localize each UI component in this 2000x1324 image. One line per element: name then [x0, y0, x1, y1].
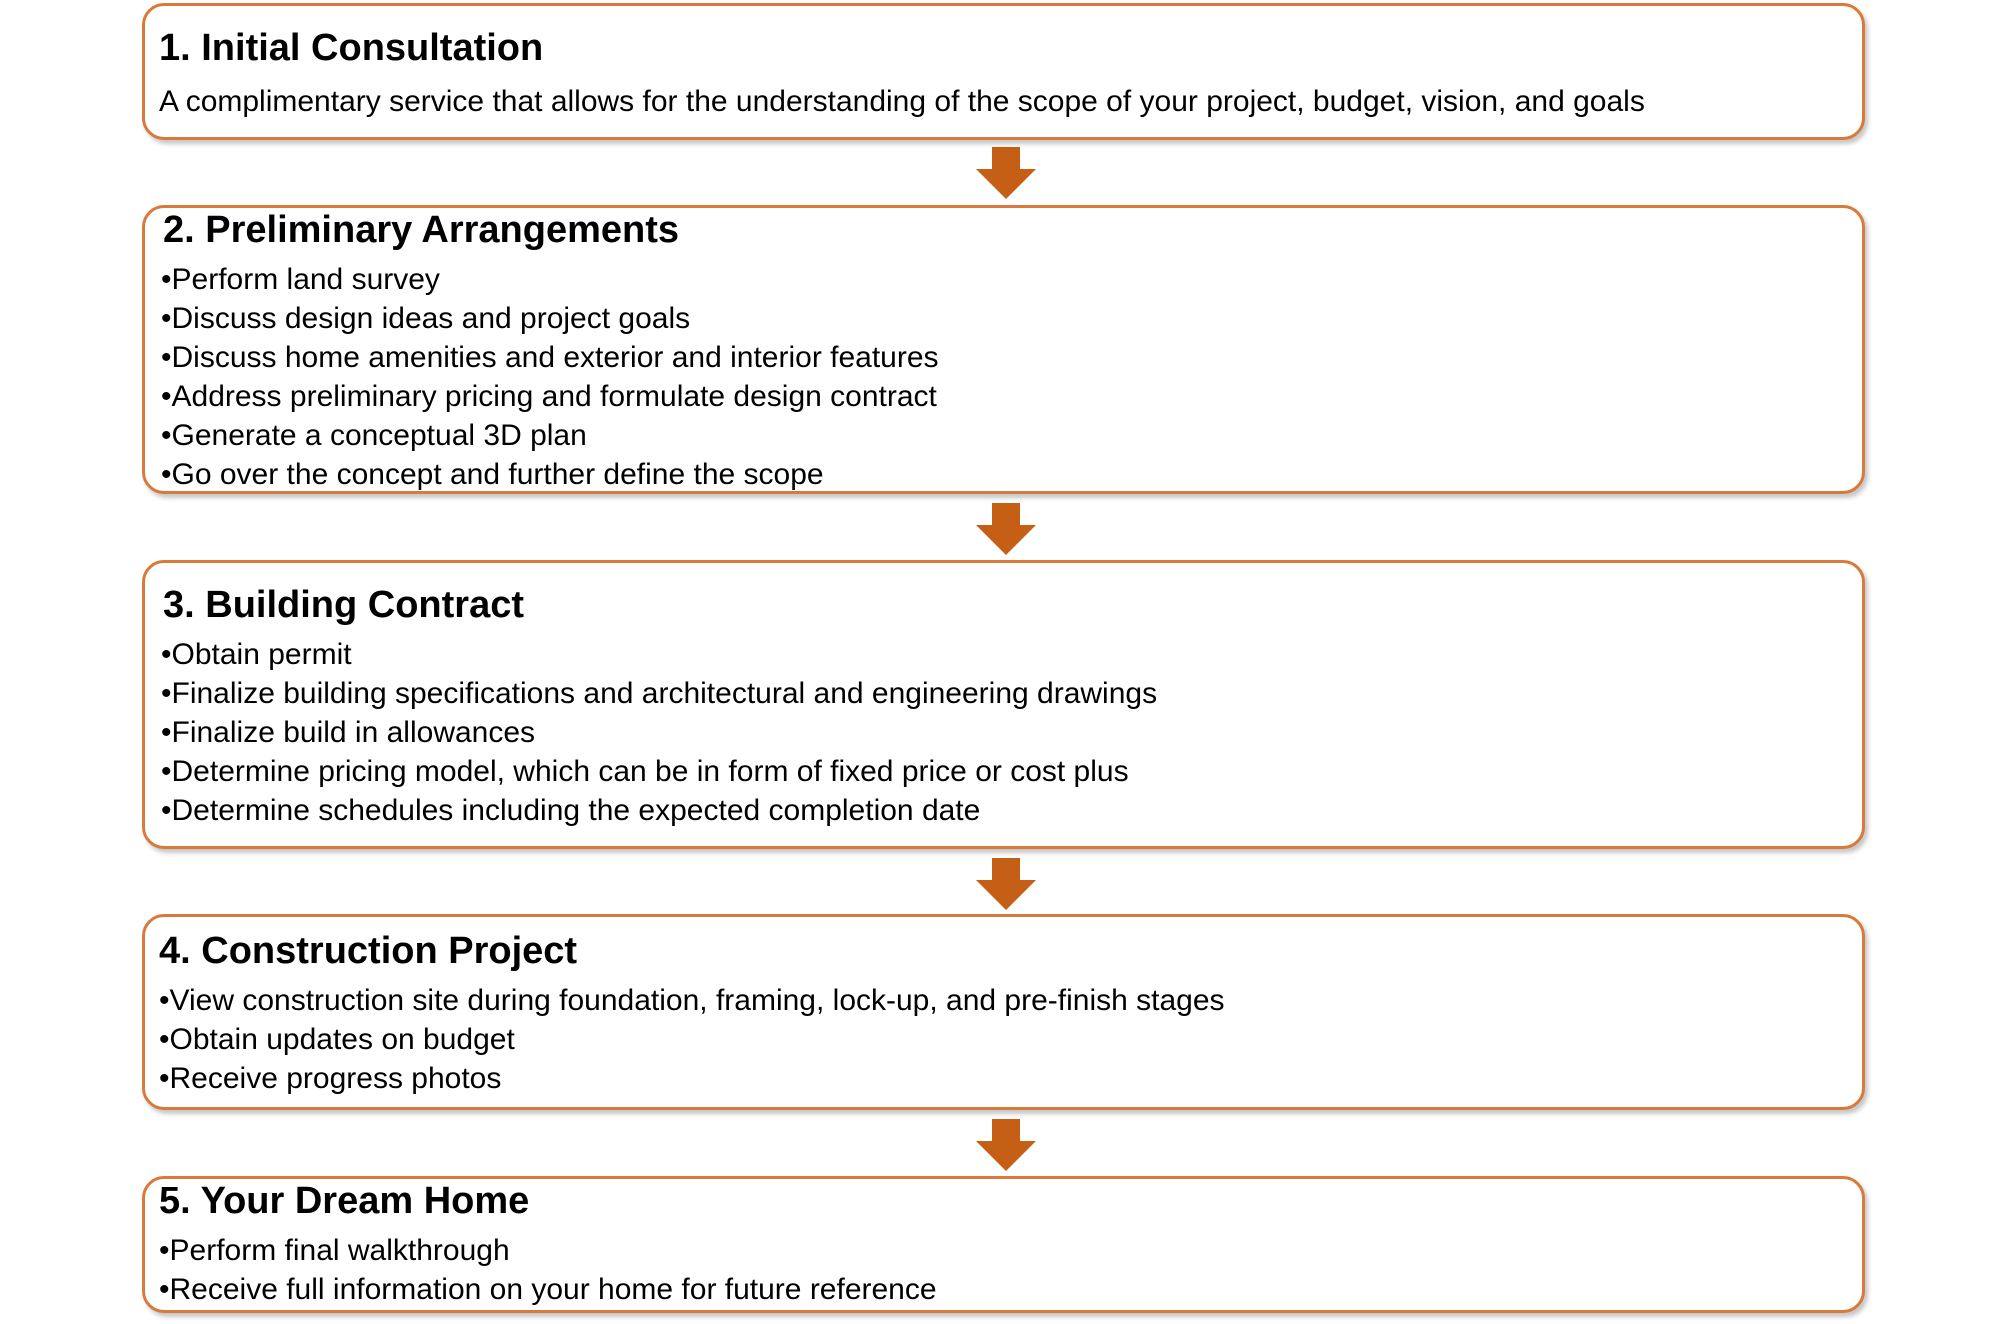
list-item: •Perform final walkthrough: [159, 1234, 510, 1267]
list-item: •Discuss home amenities and exterior and interior features: [161, 341, 939, 374]
list-item: •Obtain permit: [161, 638, 352, 671]
list-item: •Address preliminary pricing and formulate design contract: [161, 380, 937, 413]
list-item: •Generate a conceptual 3D plan: [161, 419, 587, 452]
step-title: 5. Your Dream Home: [159, 1180, 530, 1222]
step-box-initial-consultation: [142, 3, 1865, 140]
down-arrow-icon: [976, 1119, 1036, 1171]
list-item: •Determine pricing model, which can be in form of fixed price or cost plus: [161, 755, 1129, 788]
list-item: •Discuss design ideas and project goals: [161, 302, 691, 335]
list-item: •Go over the concept and further define the scope: [161, 458, 824, 491]
list-item: •Perform land survey: [161, 263, 440, 296]
step-box-your-dream-home: [142, 1176, 1865, 1313]
list-item: •Obtain updates on budget: [159, 1023, 515, 1056]
step-items: [161, 635, 1157, 830]
step-title: 1. Initial Consultation: [159, 27, 544, 69]
down-arrow-icon: [976, 147, 1036, 199]
step-box-construction-project: [142, 914, 1865, 1110]
list-item: •Receive progress photos: [159, 1062, 502, 1095]
step-items: [159, 981, 1225, 1098]
list-item: •Finalize build in allowances: [161, 716, 536, 749]
step-title: 4. Construction Project: [159, 930, 578, 972]
step-title: 2. Preliminary Arrangements: [163, 209, 680, 251]
step-description: A complimentary service that allows for the understanding of the scope of your project, budget, vision, and goals: [159, 85, 1645, 118]
down-arrow-icon: [976, 503, 1036, 555]
step-box-building-contract: [142, 560, 1865, 849]
step-box-preliminary-arrangements: [142, 205, 1865, 494]
list-item: •Determine schedules including the expected completion date: [161, 794, 981, 827]
step-items: [161, 260, 939, 494]
list-item: •Receive full information on your home for future reference: [159, 1273, 937, 1306]
list-item: •Finalize building specifications and architectural and engineering drawings: [161, 677, 1158, 710]
step-title: 3. Building Contract: [163, 584, 524, 626]
step-items: [159, 1231, 937, 1309]
down-arrow-icon: [976, 858, 1036, 910]
list-item: •View construction site during foundation, framing, lock-up, and pre-finish stages: [159, 984, 1225, 1017]
